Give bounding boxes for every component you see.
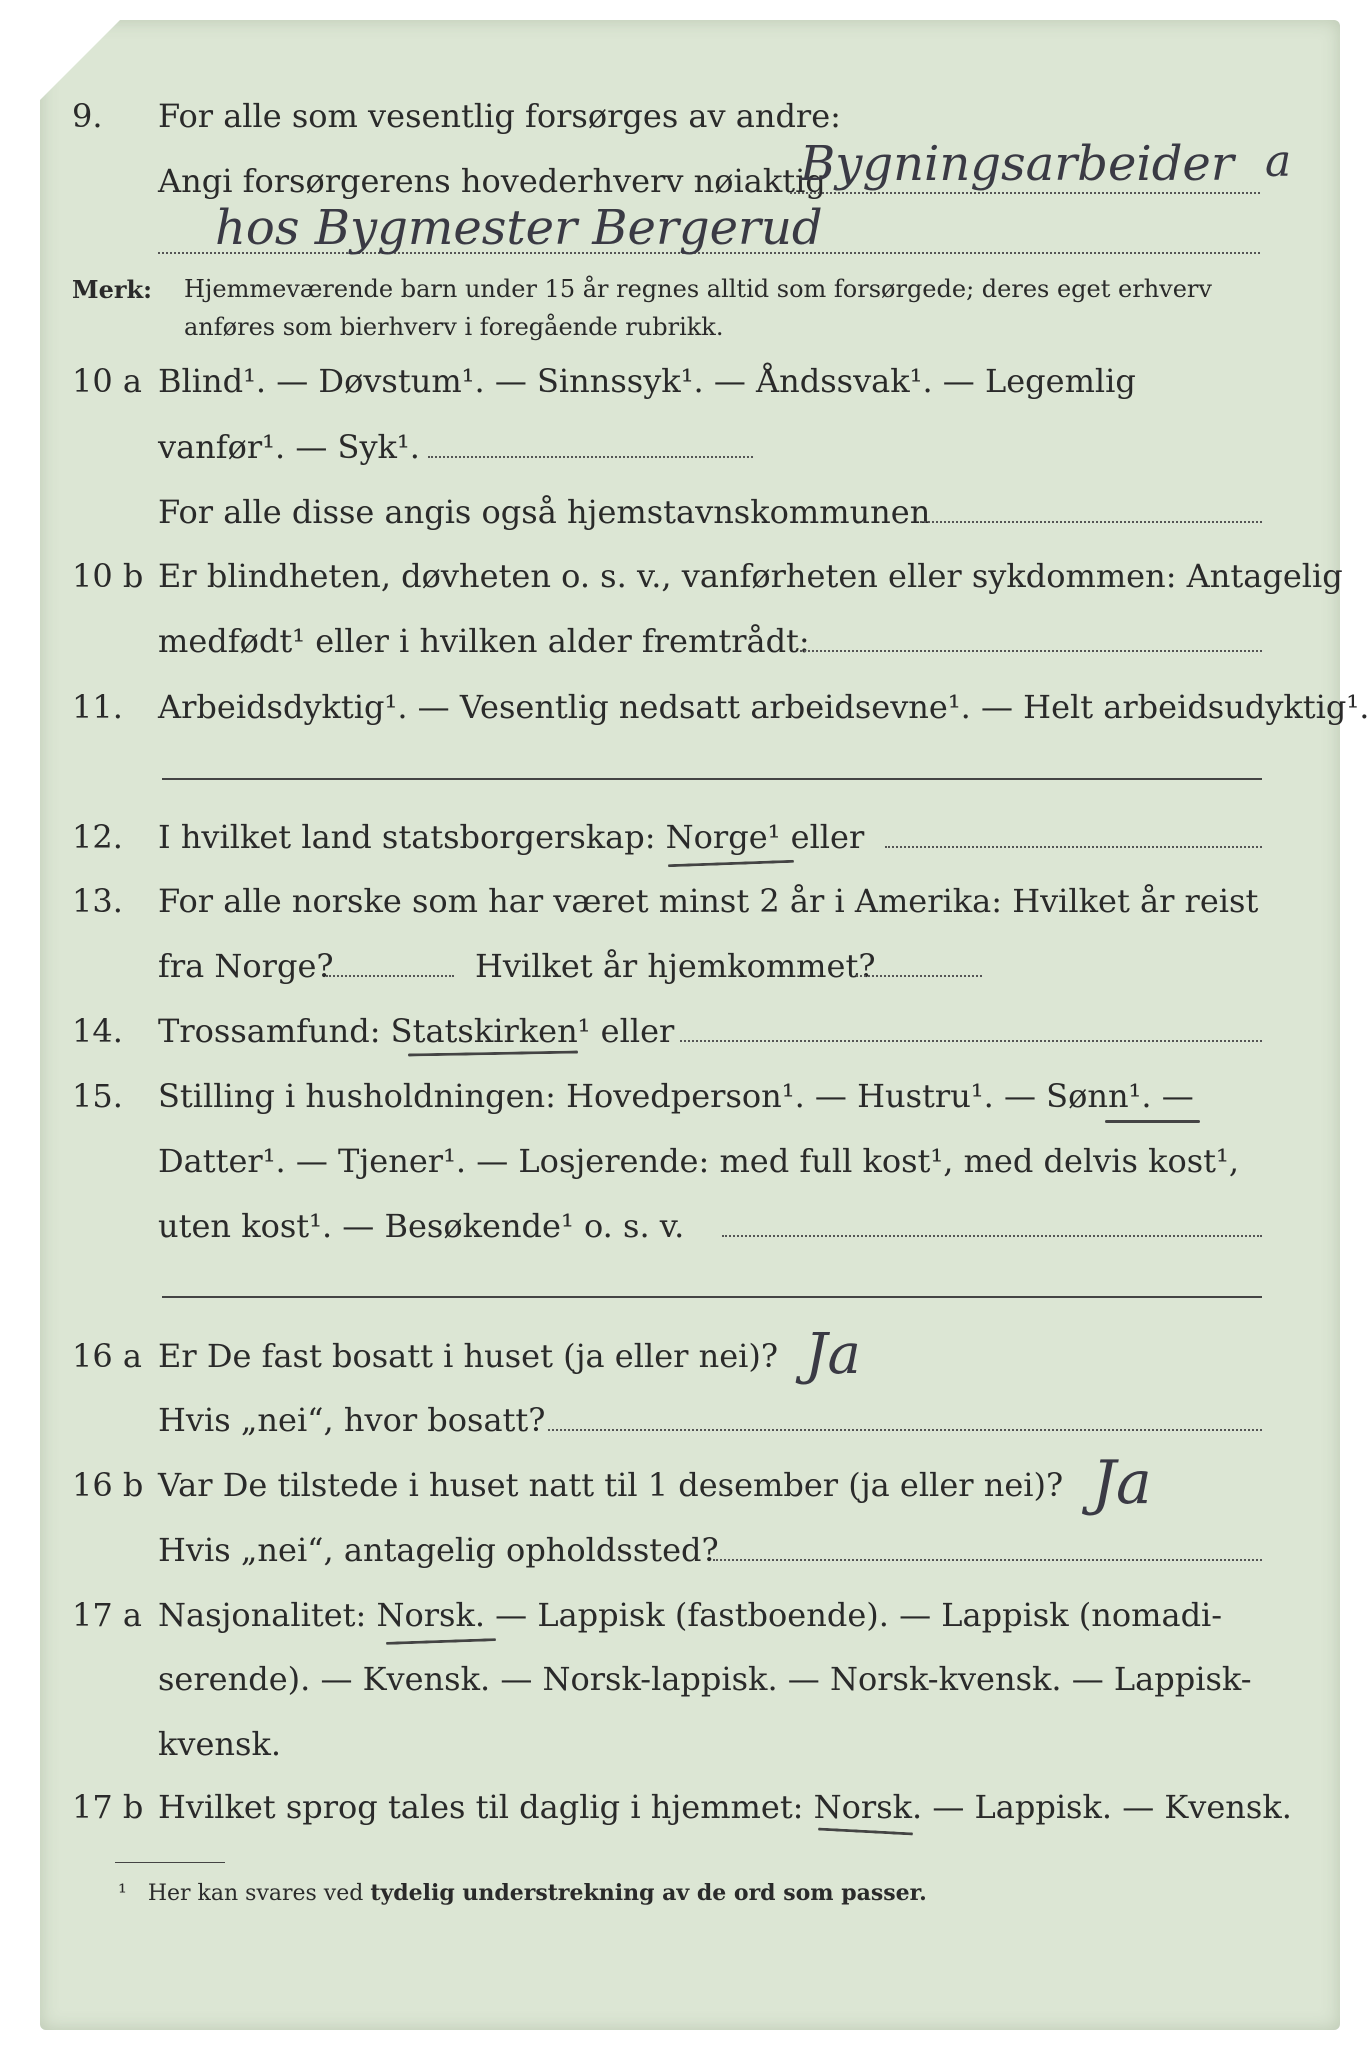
question-number: 16 b	[72, 1466, 144, 1504]
question-text: Er De fast bosatt i huset (ja eller nei)?	[158, 1337, 779, 1375]
answer-line	[885, 846, 1262, 848]
answer-rule	[162, 778, 1262, 780]
question-text: Nasjonalitet: Norsk. — Lappisk (fastboende). — Lappisk (nomadi-	[158, 1596, 1223, 1634]
question-number: 11.	[72, 688, 123, 726]
question-text: Er blindheten, døvheten o. s. v., vanførheten eller sykdommen: Antagelig	[158, 557, 1343, 595]
handwritten-answer: hos Bygmester Bergerud	[215, 200, 823, 256]
question-text: For alle disse angis også hjemstavnskommunen	[158, 493, 931, 531]
question-text: Hvis „nei“, hvor bosatt?	[158, 1401, 546, 1439]
question-text: Angi forsørgerens hovederhverv nøiaktig	[158, 162, 826, 200]
footnote-rule	[115, 1862, 225, 1863]
answer-line	[680, 1040, 1262, 1042]
question-number: 16 a	[72, 1337, 142, 1375]
footnote-mark: ¹	[118, 1881, 127, 1906]
answer-rule	[162, 1296, 1262, 1298]
question-text: uten kost¹. — Besøkende¹ o. s. v.	[158, 1207, 685, 1245]
handwritten-answer: a	[1265, 136, 1292, 187]
handwritten-answer: Bygningsarbeider	[800, 136, 1234, 192]
question-text: Hvilket år hjemkommet?	[475, 947, 876, 985]
question-text: For alle som vesentlig forsørges av andre:	[158, 97, 841, 135]
question-text: Hvilket sprog tales til daglig i hjemmet: Norsk. — Lappisk. — Kvensk.	[158, 1788, 1292, 1826]
note-text: anføres som bierhverv i foregående rubrikk.	[184, 313, 724, 341]
question-number: 12.	[72, 818, 123, 856]
answer-line	[790, 192, 1260, 194]
footnote	[118, 1880, 927, 1906]
question-text: Var De tilstede i huset natt til 1 desember (ja eller nei)?	[158, 1466, 1064, 1504]
question-number: 10 b	[72, 557, 144, 595]
question-number: 17 a	[72, 1596, 142, 1634]
answer-line	[920, 521, 1262, 523]
answer-line	[428, 456, 753, 458]
question-number: 17 b	[72, 1788, 144, 1826]
note-text: Hjemmeværende barn under 15 år regnes alltid som forsørgede; deres eget erhverv	[184, 275, 1212, 303]
question-text: I hvilket land statsborgerskap: Norge¹ eller	[158, 818, 865, 856]
answer-line	[722, 1235, 1262, 1237]
question-text: fra Norge?	[158, 947, 334, 985]
handwritten-answer: Ja	[1092, 1448, 1152, 1518]
answer-line	[713, 1559, 1262, 1561]
answer-line	[800, 650, 1262, 652]
handwritten-answer: Ja	[805, 1322, 861, 1387]
question-text: Datter¹. — Tjener¹. — Losjerende: med full kost¹, med delvis kost¹,	[158, 1142, 1240, 1180]
question-text: kvensk.	[158, 1725, 281, 1763]
answer-line	[856, 975, 982, 977]
question-text: Blind¹. — Døvstum¹. — Sinnssyk¹. — Åndssvak¹. — Legemlig	[158, 362, 1136, 400]
question-number: 14.	[72, 1012, 123, 1050]
footnote-text: Her kan svares ved	[147, 1881, 364, 1906]
folded-corner	[40, 20, 120, 100]
footnote-emphasis: tydelig understrekning av de ord som passer.	[370, 1880, 927, 1906]
question-number: 10 a	[72, 362, 142, 400]
question-number: 9.	[72, 97, 103, 135]
question-text: medfødt¹ eller i hvilken alder fremtrådt:	[158, 622, 810, 660]
handwritten-underline	[1105, 1120, 1200, 1123]
question-number: 15.	[72, 1077, 123, 1115]
question-text: Trossamfund: Statskirken¹ eller	[158, 1012, 675, 1050]
question-text: For alle norske som har været minst 2 år i Amerika: Hvilket år reist	[158, 882, 1259, 920]
question-text: Stilling i husholdningen: Hovedperson¹. — Hustru¹. — Sønn¹. —	[158, 1077, 1194, 1115]
question-text: Hvis „nei“, antagelig opholdssted?	[158, 1531, 719, 1569]
answer-line	[548, 1429, 1262, 1431]
answer-line	[326, 975, 454, 977]
question-text: Arbeidsdyktig¹. — Vesentlig nedsatt arbeidsevne¹. — Helt arbeidsudyktig¹.	[158, 688, 1370, 726]
note-label: Merk:	[72, 275, 152, 304]
question-text: serende). — Kvensk. — Norsk-lappisk. — Norsk-kvensk. — Lappisk-	[158, 1660, 1252, 1698]
question-number: 13.	[72, 882, 123, 920]
question-text: vanfør¹. — Syk¹.	[158, 428, 420, 466]
